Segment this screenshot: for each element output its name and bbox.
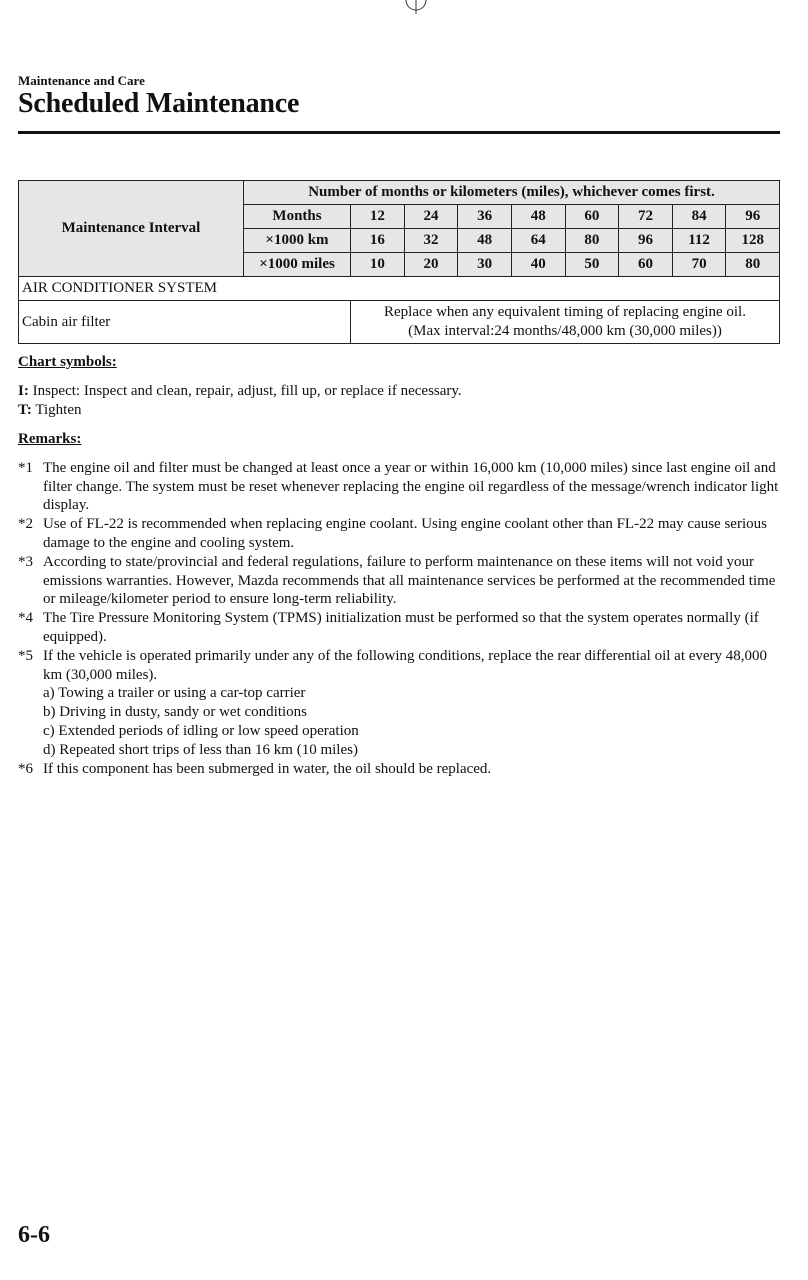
remark-item bbox=[18, 760, 788, 779]
remark-mark: *5 bbox=[18, 647, 33, 664]
remark-sub-item: b) Driving in dusty, sandy or wet conditions bbox=[43, 704, 308, 721]
table-cell: 40 bbox=[511, 253, 565, 277]
maintenance-interval-label: Maintenance Interval bbox=[19, 181, 244, 277]
chart-symbols bbox=[18, 353, 788, 420]
remarks bbox=[18, 430, 788, 778]
remark-mark: *2 bbox=[18, 516, 33, 533]
table-cell: 30 bbox=[458, 253, 512, 277]
item-note-line-1: Replace when any equivalent timing of replacing engine oil. bbox=[384, 304, 746, 320]
table-cell: 84 bbox=[672, 205, 726, 229]
symbol-text: Tighten bbox=[31, 402, 82, 418]
maintenance-table bbox=[18, 180, 780, 344]
remarks-heading: Remarks: bbox=[18, 431, 82, 447]
item-note bbox=[351, 301, 780, 344]
section-row-air-conditioner: AIR CONDITIONER SYSTEM bbox=[19, 277, 780, 301]
table-cell: 128 bbox=[726, 229, 780, 253]
remark-sub-item: d) Repeated short trips of less than 16 km (10 miles) bbox=[43, 741, 358, 758]
symbol-text: Inspect: Inspect and clean, repair, adjust, fill up, or replace if necessary. bbox=[28, 383, 462, 399]
table-cell: 24 bbox=[404, 205, 458, 229]
table-cell: 72 bbox=[619, 205, 673, 229]
item-cabin-air-filter: Cabin air filter bbox=[19, 301, 351, 344]
table-row bbox=[19, 277, 780, 301]
table-cell: 80 bbox=[565, 229, 619, 253]
symbol-key: T: bbox=[18, 402, 32, 418]
remark-sub-item: a) Towing a trailer or using a car-top carrier bbox=[43, 685, 306, 702]
remark-mark: *3 bbox=[18, 553, 33, 570]
table-cell: 36 bbox=[458, 205, 512, 229]
table-cell: 70 bbox=[672, 253, 726, 277]
remark-mark: *1 bbox=[18, 459, 33, 476]
item-note-line-2: (Max interval:24 months/48,000 km (30,000 miles)) bbox=[408, 323, 722, 339]
row-label: Months bbox=[244, 205, 351, 229]
table-cell: 80 bbox=[726, 253, 780, 277]
table-cell: 48 bbox=[458, 229, 512, 253]
remark-sub-item: c) Extended periods of idling or low speed operation bbox=[43, 722, 359, 739]
table-cell: 50 bbox=[565, 253, 619, 277]
table-cell: 10 bbox=[351, 253, 405, 277]
section-label: Maintenance and Care bbox=[18, 73, 145, 88]
table-cell: 48 bbox=[511, 205, 565, 229]
registration-mark-icon bbox=[404, 0, 428, 14]
page-number: 6-6 bbox=[18, 1222, 50, 1248]
symbol-inspect bbox=[18, 382, 788, 401]
table-cell: 16 bbox=[351, 229, 405, 253]
row-label: ×1000 km bbox=[244, 229, 351, 253]
remark-text: The Tire Pressure Monitoring System (TPMS) initialization must be performed so that the system operates normally (if equipped). bbox=[43, 610, 759, 645]
remark-text: The engine oil and filter must be changed at least once a year or within 16,000 km (10,000 miles) since last engine oil and filter change. The system must be reset whenever replacing the engine oil regardless of the message/wrench indicator light display. bbox=[43, 459, 779, 514]
chart-symbols-heading: Chart symbols: bbox=[18, 354, 117, 370]
remark-item bbox=[18, 609, 788, 647]
table-cell: 12 bbox=[351, 205, 405, 229]
table-row bbox=[19, 181, 780, 205]
remark-text: Use of FL-22 is recommended when replacing engine coolant. Using engine coolant other than FL-22 may cause serious damage to the engine and cooling system. bbox=[43, 516, 767, 551]
table-cell: 96 bbox=[619, 229, 673, 253]
whichever-header: Number of months or kilometers (miles), whichever comes first. bbox=[244, 181, 780, 205]
remark-item bbox=[18, 647, 788, 685]
table-cell: 60 bbox=[565, 205, 619, 229]
remark-text: According to state/provincial and federal regulations, failure to perform maintenance on these items will not void your emissions warranties. However, Mazda recommends that all maintenance services be performed at the recommended time or mileage/kilometer period to ensure long-term reliability. bbox=[43, 553, 776, 608]
remark-item bbox=[18, 459, 788, 515]
remark-item bbox=[18, 553, 788, 609]
title-rule bbox=[18, 131, 780, 134]
remark-text: If this component has been submerged in water, the oil should be replaced. bbox=[43, 760, 492, 777]
table-cell: 112 bbox=[672, 229, 726, 253]
table-cell: 64 bbox=[511, 229, 565, 253]
table-cell: 20 bbox=[404, 253, 458, 277]
table-cell: 96 bbox=[726, 205, 780, 229]
remark-item bbox=[18, 515, 788, 553]
table-cell: 60 bbox=[619, 253, 673, 277]
remark-text: If the vehicle is operated primarily under any of the following conditions, replace the rear differential oil at every 48,000 km (30,000 miles). bbox=[43, 647, 768, 683]
remark-mark: *6 bbox=[18, 760, 33, 777]
symbol-tighten bbox=[18, 401, 788, 420]
page-title: Scheduled Maintenance bbox=[18, 88, 300, 119]
row-label: ×1000 miles bbox=[244, 253, 351, 277]
table-cell: 32 bbox=[404, 229, 458, 253]
symbol-key: I: bbox=[18, 383, 29, 399]
remark-mark: *4 bbox=[18, 610, 33, 627]
table-row bbox=[19, 301, 780, 344]
